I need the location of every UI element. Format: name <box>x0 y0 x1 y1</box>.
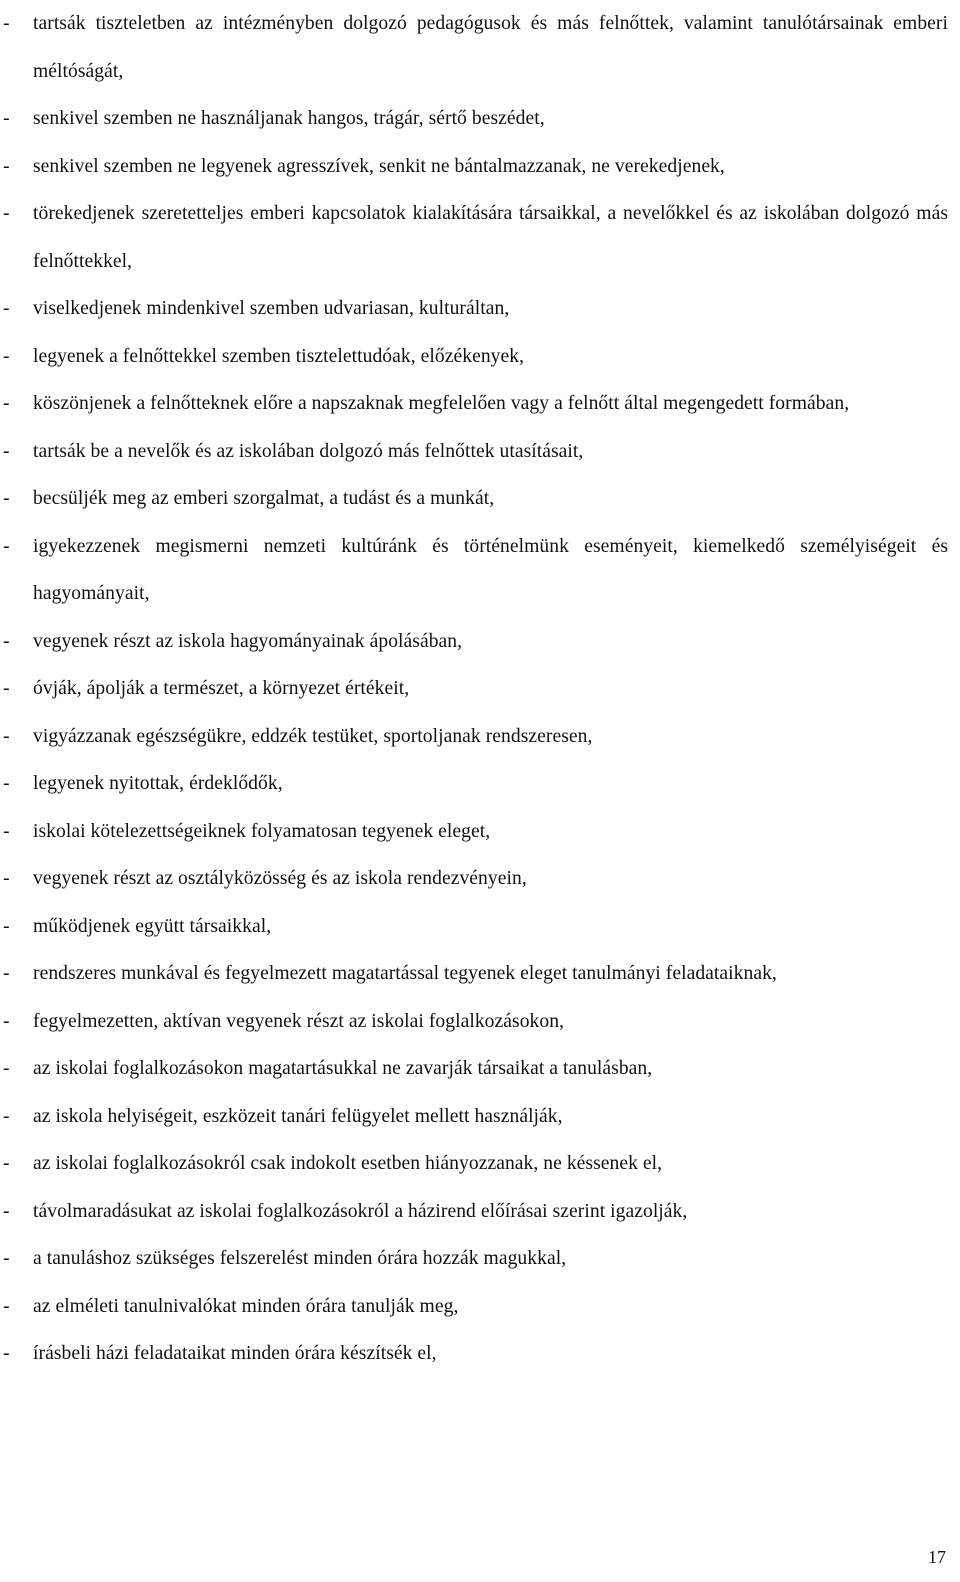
list-item <box>0 143 960 191</box>
list-item <box>0 1283 960 1331</box>
list-item-text: működjenek együtt társaikkal, <box>33 915 272 937</box>
list-bullet: - <box>3 868 10 889</box>
list-item-text: rendszeres munkával és fegyelmezett magatartással tegyenek eleget tanulmányi feladataiknak, <box>33 963 777 984</box>
list-item <box>0 523 960 618</box>
list-item-text: óvják, ápolják a természet, a környezet értékeit, <box>33 678 410 699</box>
list-bullet: - <box>3 1343 10 1364</box>
list-item <box>0 1330 960 1378</box>
list-item <box>0 665 960 713</box>
list-item <box>0 760 960 808</box>
list-bullet: - <box>3 1010 10 1032</box>
list-bullet: - <box>3 963 10 984</box>
list-item-text: senkivel szemben ne legyenek agresszívek, senkit ne bántalmazzanak, ne verekedjenek, <box>33 155 725 177</box>
list-bullet: - <box>3 1153 10 1174</box>
list-bullet: - <box>3 13 10 34</box>
list-item <box>0 475 960 523</box>
list-item-text: igyekezzenek megismerni nemzeti kultúránk és történelmünk eseményeit, kiemelkedő személyiségeit és hagyományait, <box>33 535 948 604</box>
list-bullet: - <box>3 203 10 224</box>
list-item-text: vigyázzanak egészségükre, eddzék testüket, sportoljanak rendszeresen, <box>33 725 593 747</box>
list-item-text: vegyenek részt az iskola hagyományainak ápolásában, <box>33 630 463 652</box>
list-bullet: - <box>3 535 10 557</box>
list-bullet: - <box>3 1200 10 1222</box>
list-item <box>0 380 960 428</box>
list-bullet: - <box>3 1105 10 1127</box>
list-item-text: viselkedjenek mindenkivel szemben udvariasan, kulturáltan, <box>33 298 510 319</box>
list-bullet: - <box>3 915 10 937</box>
list-bullet: - <box>3 630 10 652</box>
list-item-text: iskolai kötelezettségeiknek folyamatosan tegyenek eleget, <box>33 820 491 842</box>
list-bullet: - <box>3 1248 10 1269</box>
list-item <box>0 285 960 333</box>
list-item <box>0 1093 960 1141</box>
list-item <box>0 0 960 95</box>
list-bullet: - <box>3 820 10 842</box>
list-item-text: távolmaradásukat az iskolai foglalkozásokról a házirend előírásai szerint igazolják, <box>33 1200 688 1222</box>
list-item-text: senkivel szemben ne használjanak hangos, trágár, sértő beszédet, <box>33 108 545 129</box>
list-item-text: vegyenek részt az osztályközösség és az iskola rendezvényein, <box>33 868 527 889</box>
list-item <box>0 190 960 285</box>
list-item-text: köszönjenek a felnőtteknek előre a napszaknak megfelelően vagy a felnőtt által megengedett formában, <box>33 393 850 414</box>
list-item <box>0 1140 960 1188</box>
list-item <box>0 1045 960 1093</box>
list-bullet: - <box>3 108 10 129</box>
list-item-text: törekedjenek szeretetteljes emberi kapcsolatok kialakítására társaikkal, a nevelőkkel és az iskolában dolgozó más felnőttekkel, <box>33 203 948 272</box>
list-item-text: becsüljék meg az emberi szorgalmat, a tudást és a munkát, <box>33 488 495 509</box>
list-item-text: fegyelmezetten, aktívan vegyenek részt az iskolai foglalkozásokon, <box>33 1010 565 1032</box>
list-item-text: az elméleti tanulnivalókat minden órára tanulják meg, <box>33 1295 459 1317</box>
list-bullet: - <box>3 155 10 177</box>
list-bullet: - <box>3 440 10 462</box>
list-item-text: az iskolai foglalkozásokról csak indokolt esetben hiányozzanak, ne késsenek el, <box>33 1153 663 1174</box>
list-bullet: - <box>3 725 10 747</box>
list-bullet: - <box>3 393 10 414</box>
list-bullet: - <box>3 678 10 699</box>
page-number: 17 <box>928 1547 946 1567</box>
list-item <box>0 808 960 856</box>
list-item-text: legyenek nyitottak, érdeklődők, <box>33 773 283 794</box>
list-item-text: tartsák be a nevelők és az iskolában dolgozó más felnőttek utasításait, <box>33 440 584 462</box>
list-item <box>0 1235 960 1283</box>
list-bullet: - <box>3 345 10 367</box>
list-bullet: - <box>3 1295 10 1317</box>
list-item <box>0 618 960 666</box>
list-item <box>0 855 960 903</box>
list-item <box>0 950 960 998</box>
list-item-text: írásbeli házi feladataikat minden órára készítsék el, <box>33 1343 437 1364</box>
list-bullet: - <box>3 488 10 509</box>
list-item <box>0 998 960 1046</box>
list-item <box>0 95 960 143</box>
list-item-text: az iskolai foglalkozásokon magatartásukkal ne zavarják társaikat a tanulásban, <box>33 1058 653 1079</box>
list-item <box>0 903 960 951</box>
list-item <box>0 333 960 381</box>
list-item <box>0 1188 960 1236</box>
list-bullet: - <box>3 298 10 319</box>
list-item-text: az iskola helyiségeit, eszközeit tanári felügyelet mellett használják, <box>33 1105 563 1127</box>
list-item-text: tartsák tiszteletben az intézményben dolgozó pedagógusok és más felnőttek, valamint tanulótársainak emberi méltóságát, <box>33 13 948 82</box>
list-item-text: a tanuláshoz szükséges felszerelést minden órára hozzák magukkal, <box>33 1248 567 1269</box>
list-item <box>0 428 960 476</box>
list-bullet: - <box>3 1058 10 1079</box>
list-item-text: legyenek a felnőttekkel szemben tisztelettudóak, előzékenyek, <box>33 345 525 367</box>
list-item <box>0 713 960 761</box>
list-bullet: - <box>3 773 10 794</box>
